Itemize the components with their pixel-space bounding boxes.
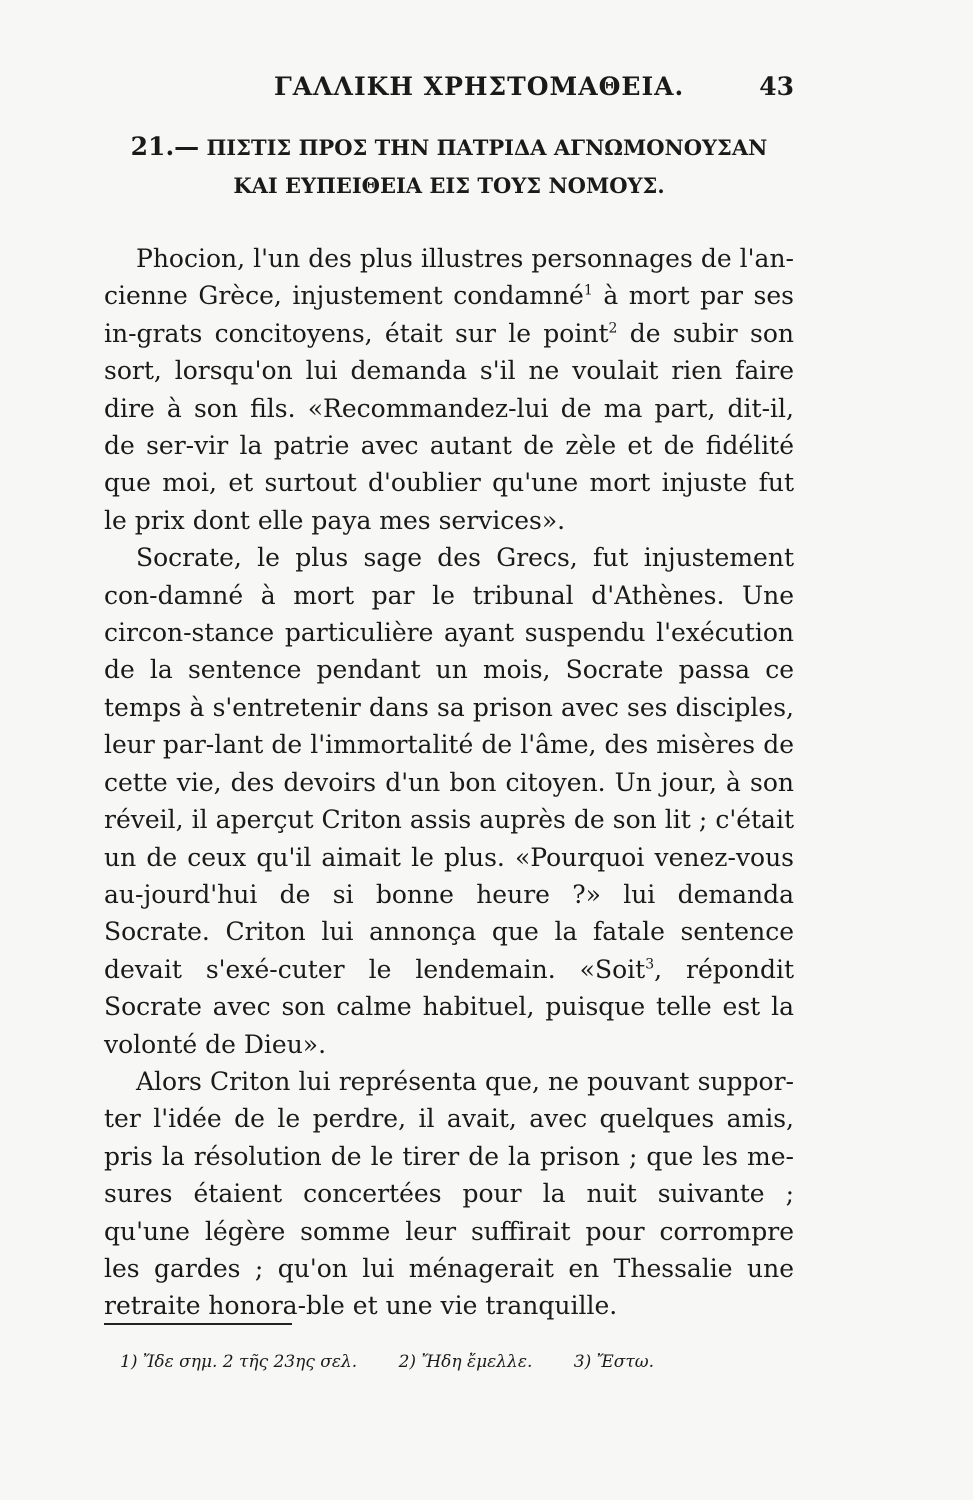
paragraph-criton: Alors Criton lui représenta que, ne pouvant suppor-ter l'idée de le perdre, il avait, avec quelques amis, pris la résolution de le tirer de la prison ; que les me-sures étaient concertées pour la nuit suivante ; qu'une légère somme leur suffirait pour corrompre les gardes ; qu'on lui ménagerait en Thessalie une retraite honora-ble et une vie tranquille. bbox=[104, 1066, 794, 1321]
page-number: 43 bbox=[759, 72, 794, 101]
paragraph-text: Socrate, le plus sage des Grecs, fut injustement con-damné à mort par le tribunal d'Athènes. Une circon-stance particulière ayant suspendu l'exécution de la sentence pendant un mois, Socrate passa ce temps à s'entretenir dans sa prison avec ses disciples, leur par-lant de l'immortalité de l'âme, des misères de cette vie, des devoirs d'un bon citoyen. Un jour, à son réveil, il aperçut Criton assis auprès de son lit ; c'était un de ceux qu'il aimait le plus. «Pourquoi venez-vous au-jourd'hui de si bonne heure ?» lui demanda Socrate. Criton lui annonça que la fatale sentence devait s'exé-cuter le lendemain. «Soit bbox=[104, 543, 794, 984]
footnote-3: 3) Ἔστω. bbox=[573, 1352, 655, 1372]
section-heading-line1 bbox=[104, 128, 794, 167]
footnote-ref-1: 1 bbox=[583, 283, 593, 300]
paragraph-text: à mort par ses in-grats concitoyens, était sur le point bbox=[104, 281, 794, 348]
section-title-line2: ΚΑΙ ΕΥΠΕΙΘΕΙΑ ΕΙΣ ΤΟΥΣ ΝΟΜΟΥΣ. bbox=[233, 173, 665, 198]
running-title: ΓΑΛΛΙΚΗ ΧΡΗΣΤΟΜΑΘΕΙΑ. bbox=[274, 72, 685, 101]
footnotes bbox=[120, 1352, 810, 1372]
paragraph-phocion bbox=[104, 240, 794, 539]
paragraph-text: , répondit Socrate avec son calme habituel, puisque telle est la volonté de Dieu». bbox=[104, 954, 795, 1059]
paragraph-text: Phocion, l'un des plus illustres personnages de l'an-cienne Grèce, injustement condamné bbox=[104, 244, 794, 311]
page-header bbox=[104, 72, 794, 112]
footnote-ref-3: 3 bbox=[645, 956, 655, 973]
section-title-line1: ΠΙΣΤΙΣ ΠΡΟΣ ΤΗΝ ΠΑΤΡΙΔΑ ΑΓΝΩΜΟΝΟΥΣΑΝ bbox=[206, 135, 768, 160]
paragraph-text: de subir son sort, lorsqu'on lui demanda s'il ne voulait rien faire dire à son fils. «Recommandez-lui de ma part, dit-il, de ser-vir la patrie avec autant de zèle et de fidélité que moi, et surtout d'oublier qu'une mort injuste fut le prix dont elle paya mes services». bbox=[104, 318, 794, 535]
section-number: 21.— bbox=[130, 132, 200, 161]
footnote-1: 1) Ἴδε σημ. 2 τῆς 23ης σελ. bbox=[120, 1352, 358, 1372]
paragraph-socrate bbox=[104, 539, 794, 1063]
section-heading bbox=[104, 128, 794, 205]
footnote-2: 2) Ἤδη ἔμελλε. bbox=[398, 1352, 533, 1372]
footnote-divider bbox=[104, 1323, 292, 1325]
footnote-ref-2: 2 bbox=[608, 320, 618, 337]
body-text bbox=[104, 240, 794, 1325]
